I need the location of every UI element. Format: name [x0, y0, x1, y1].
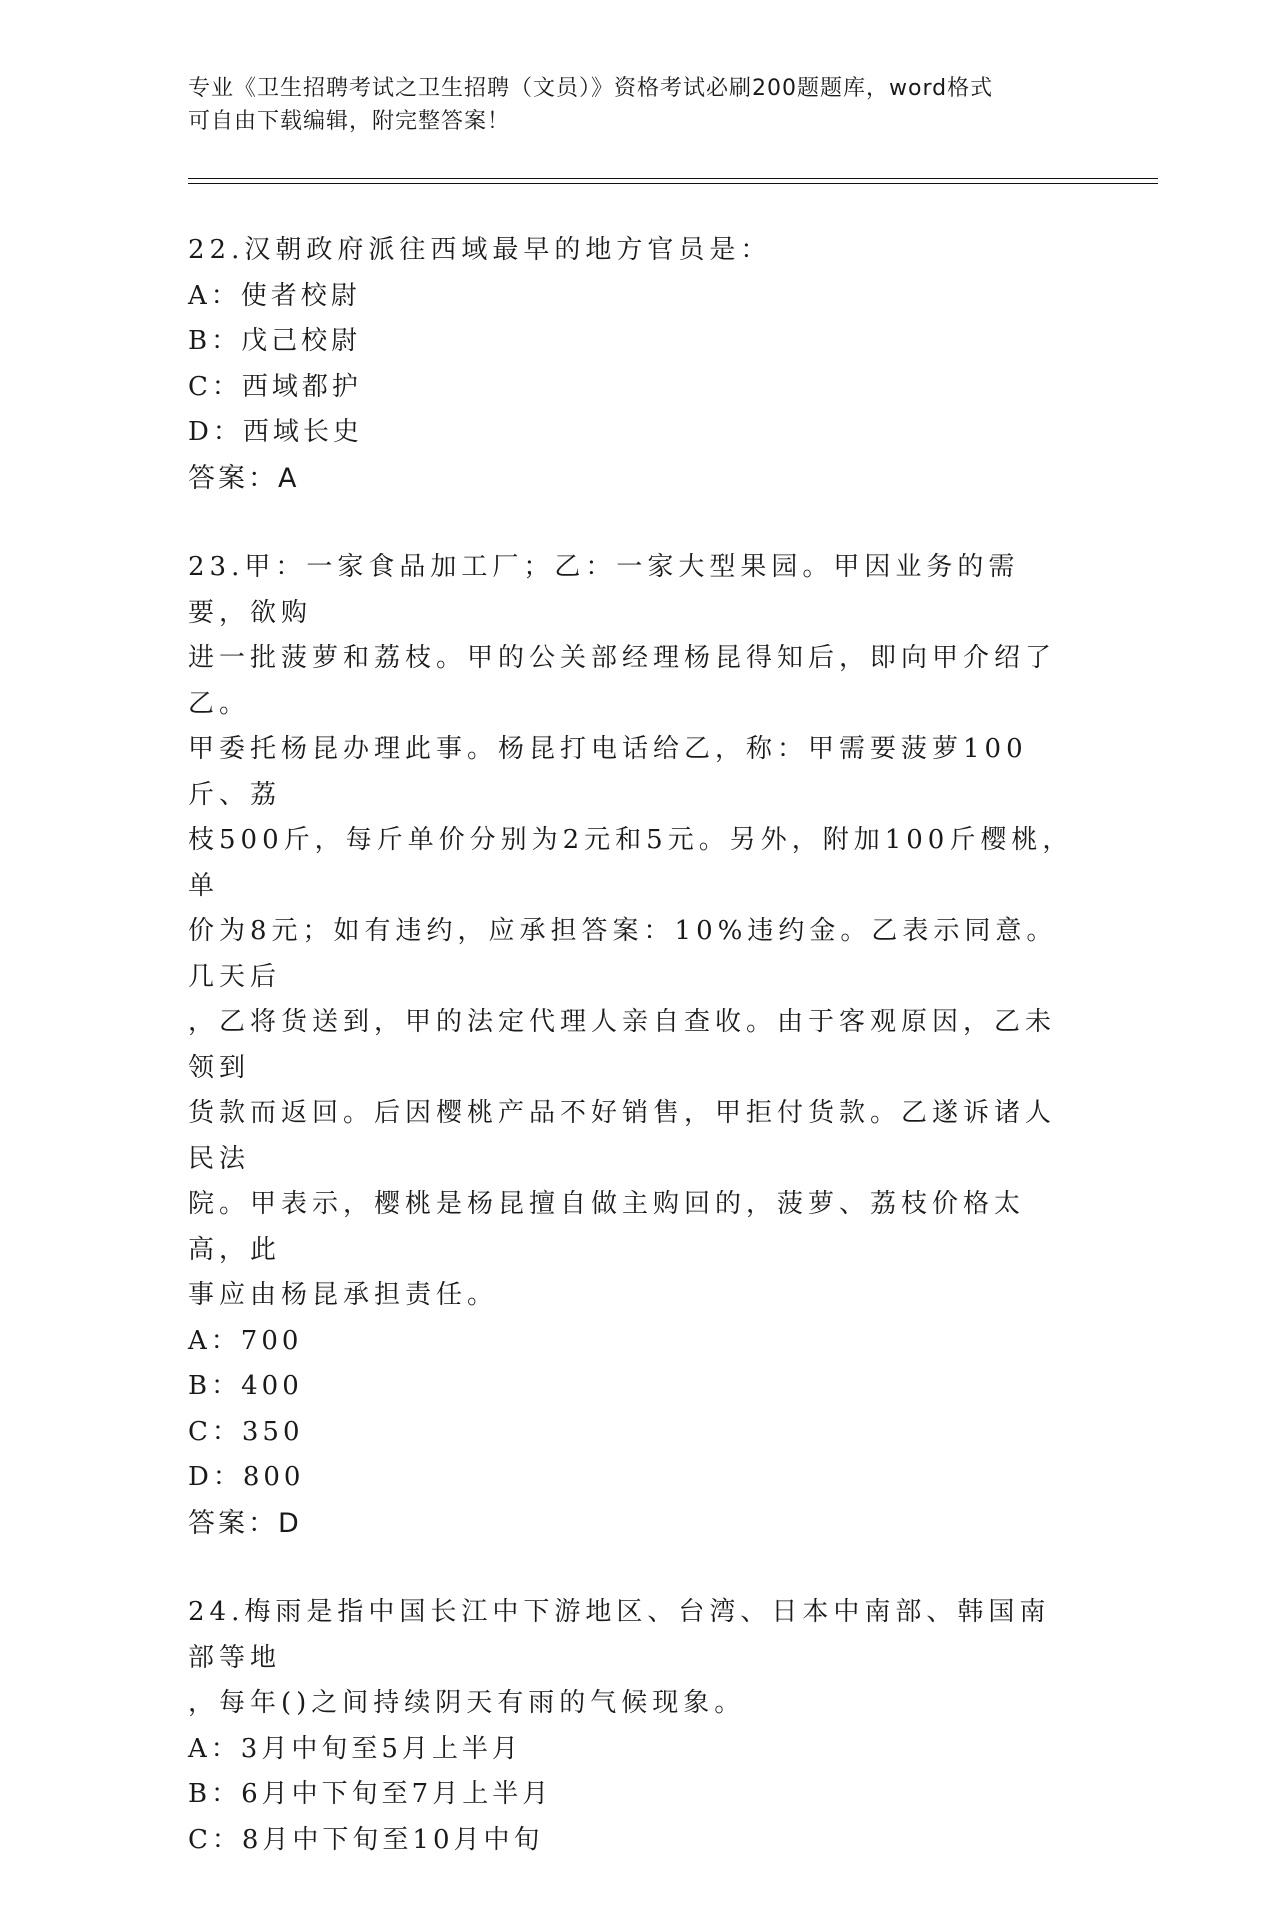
question-stem-line: 23.甲：一家食品加工厂；乙：一家大型果园。甲因业务的需要，欲购	[188, 552, 1020, 628]
question-stem-line: 价为8元；如有违约，应承担答案：10%违约金。乙表示同意。几天后	[188, 916, 1058, 992]
option-b: B：400	[188, 1371, 303, 1401]
question-23	[188, 545, 1078, 1546]
header-line-2: 可自由下载编辑，附完整答案！	[188, 109, 511, 134]
question-stem-line: 事应由杨昆承担责任。	[188, 1280, 499, 1310]
question-stem-line: 院。甲表示，樱桃是杨昆擅自做主购回的，菠萝、荔枝价格太高，此	[188, 1189, 1026, 1265]
header-divider-bottom	[188, 183, 1158, 184]
question-stem-line: ，乙将货送到，甲的法定代理人亲自查收。由于客观原因，乙未领到	[188, 1007, 1057, 1083]
question-stem-line: 枝500斤，每斤单价分别为2元和5元。另外，附加100斤樱桃，单	[188, 825, 1074, 901]
question-stem-line: 货款而返回。后因樱桃产品不好销售，甲拒付货款。乙遂诉诸人民法	[188, 1098, 1057, 1174]
question-stem-line: 进一批菠萝和荔枝。甲的公关部经理杨昆得知后，即向甲介绍了乙。	[188, 643, 1057, 719]
answer-line: 答案：A	[188, 462, 300, 494]
option-a: A：700	[188, 1325, 303, 1356]
question-list	[188, 228, 1078, 1907]
document-header	[188, 72, 1068, 138]
header-divider-top	[188, 178, 1158, 179]
option-a: A：3月中旬至5月上半月	[188, 1733, 522, 1764]
option-b: B：6月中下旬至7月上半月	[188, 1779, 553, 1809]
question-stem-line: 24.梅雨是指中国长江中下游地区、台湾、日本中南部、韩国南部等地	[188, 1597, 1051, 1673]
option-b: B：戊己校尉	[188, 326, 362, 356]
option-d: D：西域长史	[188, 417, 363, 447]
option-c: C：8月中下旬至10月中旬	[188, 1824, 544, 1855]
question-stem-line: 甲委托杨昆办理此事。杨昆打电话给乙，称：甲需要菠萝100斤、荔	[188, 734, 1028, 810]
question-stem: 22.汉朝政府派往西域最早的地方官员是：	[188, 235, 772, 265]
question-22	[188, 228, 1078, 501]
question-24	[188, 1590, 1078, 1863]
option-d: D：800	[188, 1462, 305, 1492]
header-line-1: 专业《卫生招聘考试之卫生招聘（文员）》资格考试必刷200题题库，word格式	[188, 76, 994, 101]
option-c: C：350	[188, 1416, 304, 1447]
answer-line: 答案：D	[188, 1507, 302, 1539]
option-a: A：使者校尉	[188, 280, 361, 311]
question-stem-line: ，每年()之间持续阴天有雨的气候现象。	[188, 1688, 746, 1718]
option-c: C：西域都护	[188, 371, 362, 402]
